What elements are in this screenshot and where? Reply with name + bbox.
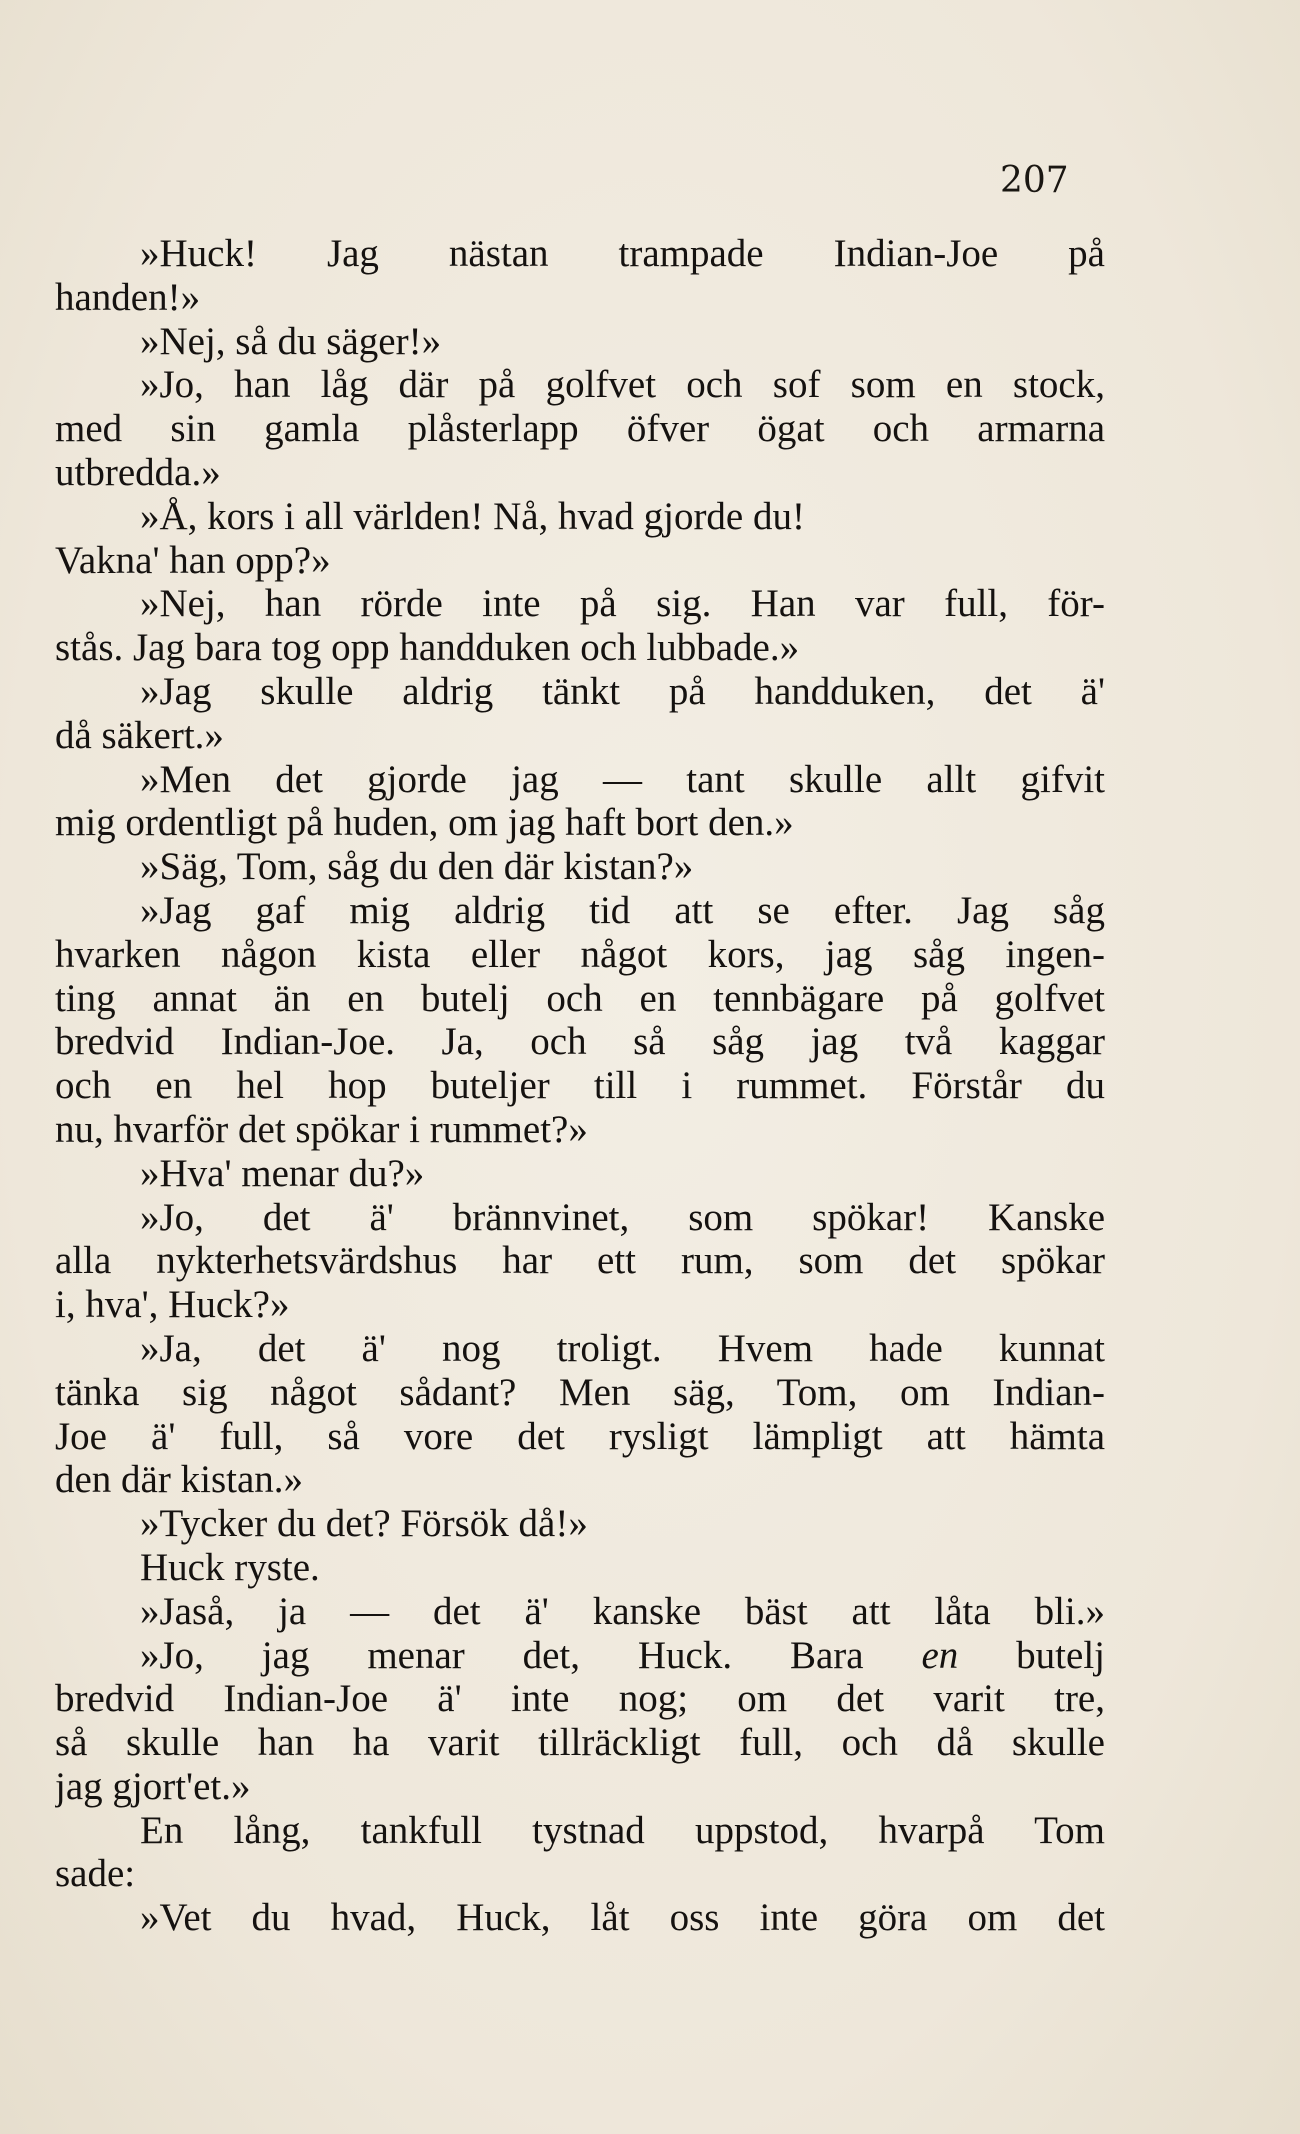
- text-line: nu, hvarför det spökar i rummet?»: [55, 1107, 588, 1151]
- text-line: jag gjort'et.»: [55, 1764, 251, 1808]
- text-line: och en hel hop buteljer till i rummet. Förstår du: [55, 1064, 1105, 1108]
- text-line: »Jo, han låg där på golfvet och sof som en stock,: [140, 363, 1105, 407]
- text-line: utbredda.»: [55, 450, 221, 494]
- text-line: En lång, tankfull tystnad uppstod, hvarpå Tom: [140, 1808, 1105, 1852]
- text-line: »Jag gaf mig aldrig tid att se efter. Jag såg: [140, 888, 1105, 932]
- text-line: tänka sig något sådant? Men säg, Tom, om Indian-: [55, 1370, 1105, 1414]
- text-line: »Jag skulle aldrig tänkt på handduken, det ä': [140, 669, 1105, 713]
- text-line: »Jaså, ja — det ä' kanske bäst att låta bli.»: [140, 1589, 1105, 1633]
- text-line: då säkert.»: [55, 713, 224, 757]
- text-line: »Jo, jag menar det, Huck. Bara en butelj: [140, 1633, 1105, 1677]
- text-line: den där kistan.»: [55, 1458, 304, 1502]
- text-line: i, hva', Huck?»: [55, 1283, 290, 1327]
- text-line: handen!»: [55, 275, 201, 319]
- page-number: 207: [1000, 160, 1069, 201]
- text-line: »Hva' menar du?»: [140, 1151, 425, 1195]
- text-line: Joe ä' full, så vore det rysligt lämpligt att hämta: [55, 1414, 1105, 1458]
- italic-word: en: [921, 1633, 959, 1677]
- text-line: bredvid Indian-Joe. Ja, och så såg jag två kaggar: [55, 1020, 1105, 1064]
- text-line: »Huck! Jag nästan trampade Indian-Joe på: [140, 232, 1105, 275]
- text-line: »Men det gjorde jag — tant skulle allt gifvit: [140, 757, 1105, 801]
- text-line: sade:: [55, 1852, 136, 1896]
- text-line: »Jo, det ä' brännvinet, som spökar! Kanske: [140, 1195, 1105, 1239]
- body-text: [55, 232, 1105, 1940]
- text-line: alla nykterhetsvärdshus har ett rum, som det spökar: [55, 1239, 1105, 1283]
- text-line: »Tycker du det? Försök då!»: [140, 1502, 588, 1546]
- text-line: mig ordentligt på huden, om jag haft bort den.»: [55, 801, 794, 845]
- text-line: »Vet du hvad, Huck, låt oss inte göra om det: [140, 1896, 1105, 1940]
- text-line: Huck ryste.: [140, 1545, 320, 1589]
- text-line: Vakna' han opp?»: [55, 538, 331, 582]
- text-line: »Nej, så du säger!»: [140, 319, 442, 363]
- text-line: »Å, kors i all världen! Nå, hvad gjorde du!: [140, 494, 805, 538]
- text-line: så skulle han ha varit tillräckligt full, och då skulle: [55, 1721, 1105, 1765]
- text-line: »Nej, han rörde inte på sig. Han var full, för-: [140, 582, 1105, 626]
- text-line: »Ja, det ä' nog troligt. Hvem hade kunnat: [140, 1326, 1105, 1370]
- text-line: hvarken någon kista eller något kors, jag såg ingen-: [55, 932, 1105, 976]
- text-line: stås. Jag bara tog opp handduken och lubbade.»: [55, 626, 800, 670]
- text-line: med sin gamla plåsterlapp öfver ögat och armarna: [55, 407, 1105, 451]
- text-line: ting annat än en butelj och en tennbägare på golfvet: [55, 976, 1105, 1020]
- text-line: bredvid Indian-Joe ä' inte nog; om det varit tre,: [55, 1677, 1105, 1721]
- text-line: »Säg, Tom, såg du den där kistan?»: [140, 845, 694, 889]
